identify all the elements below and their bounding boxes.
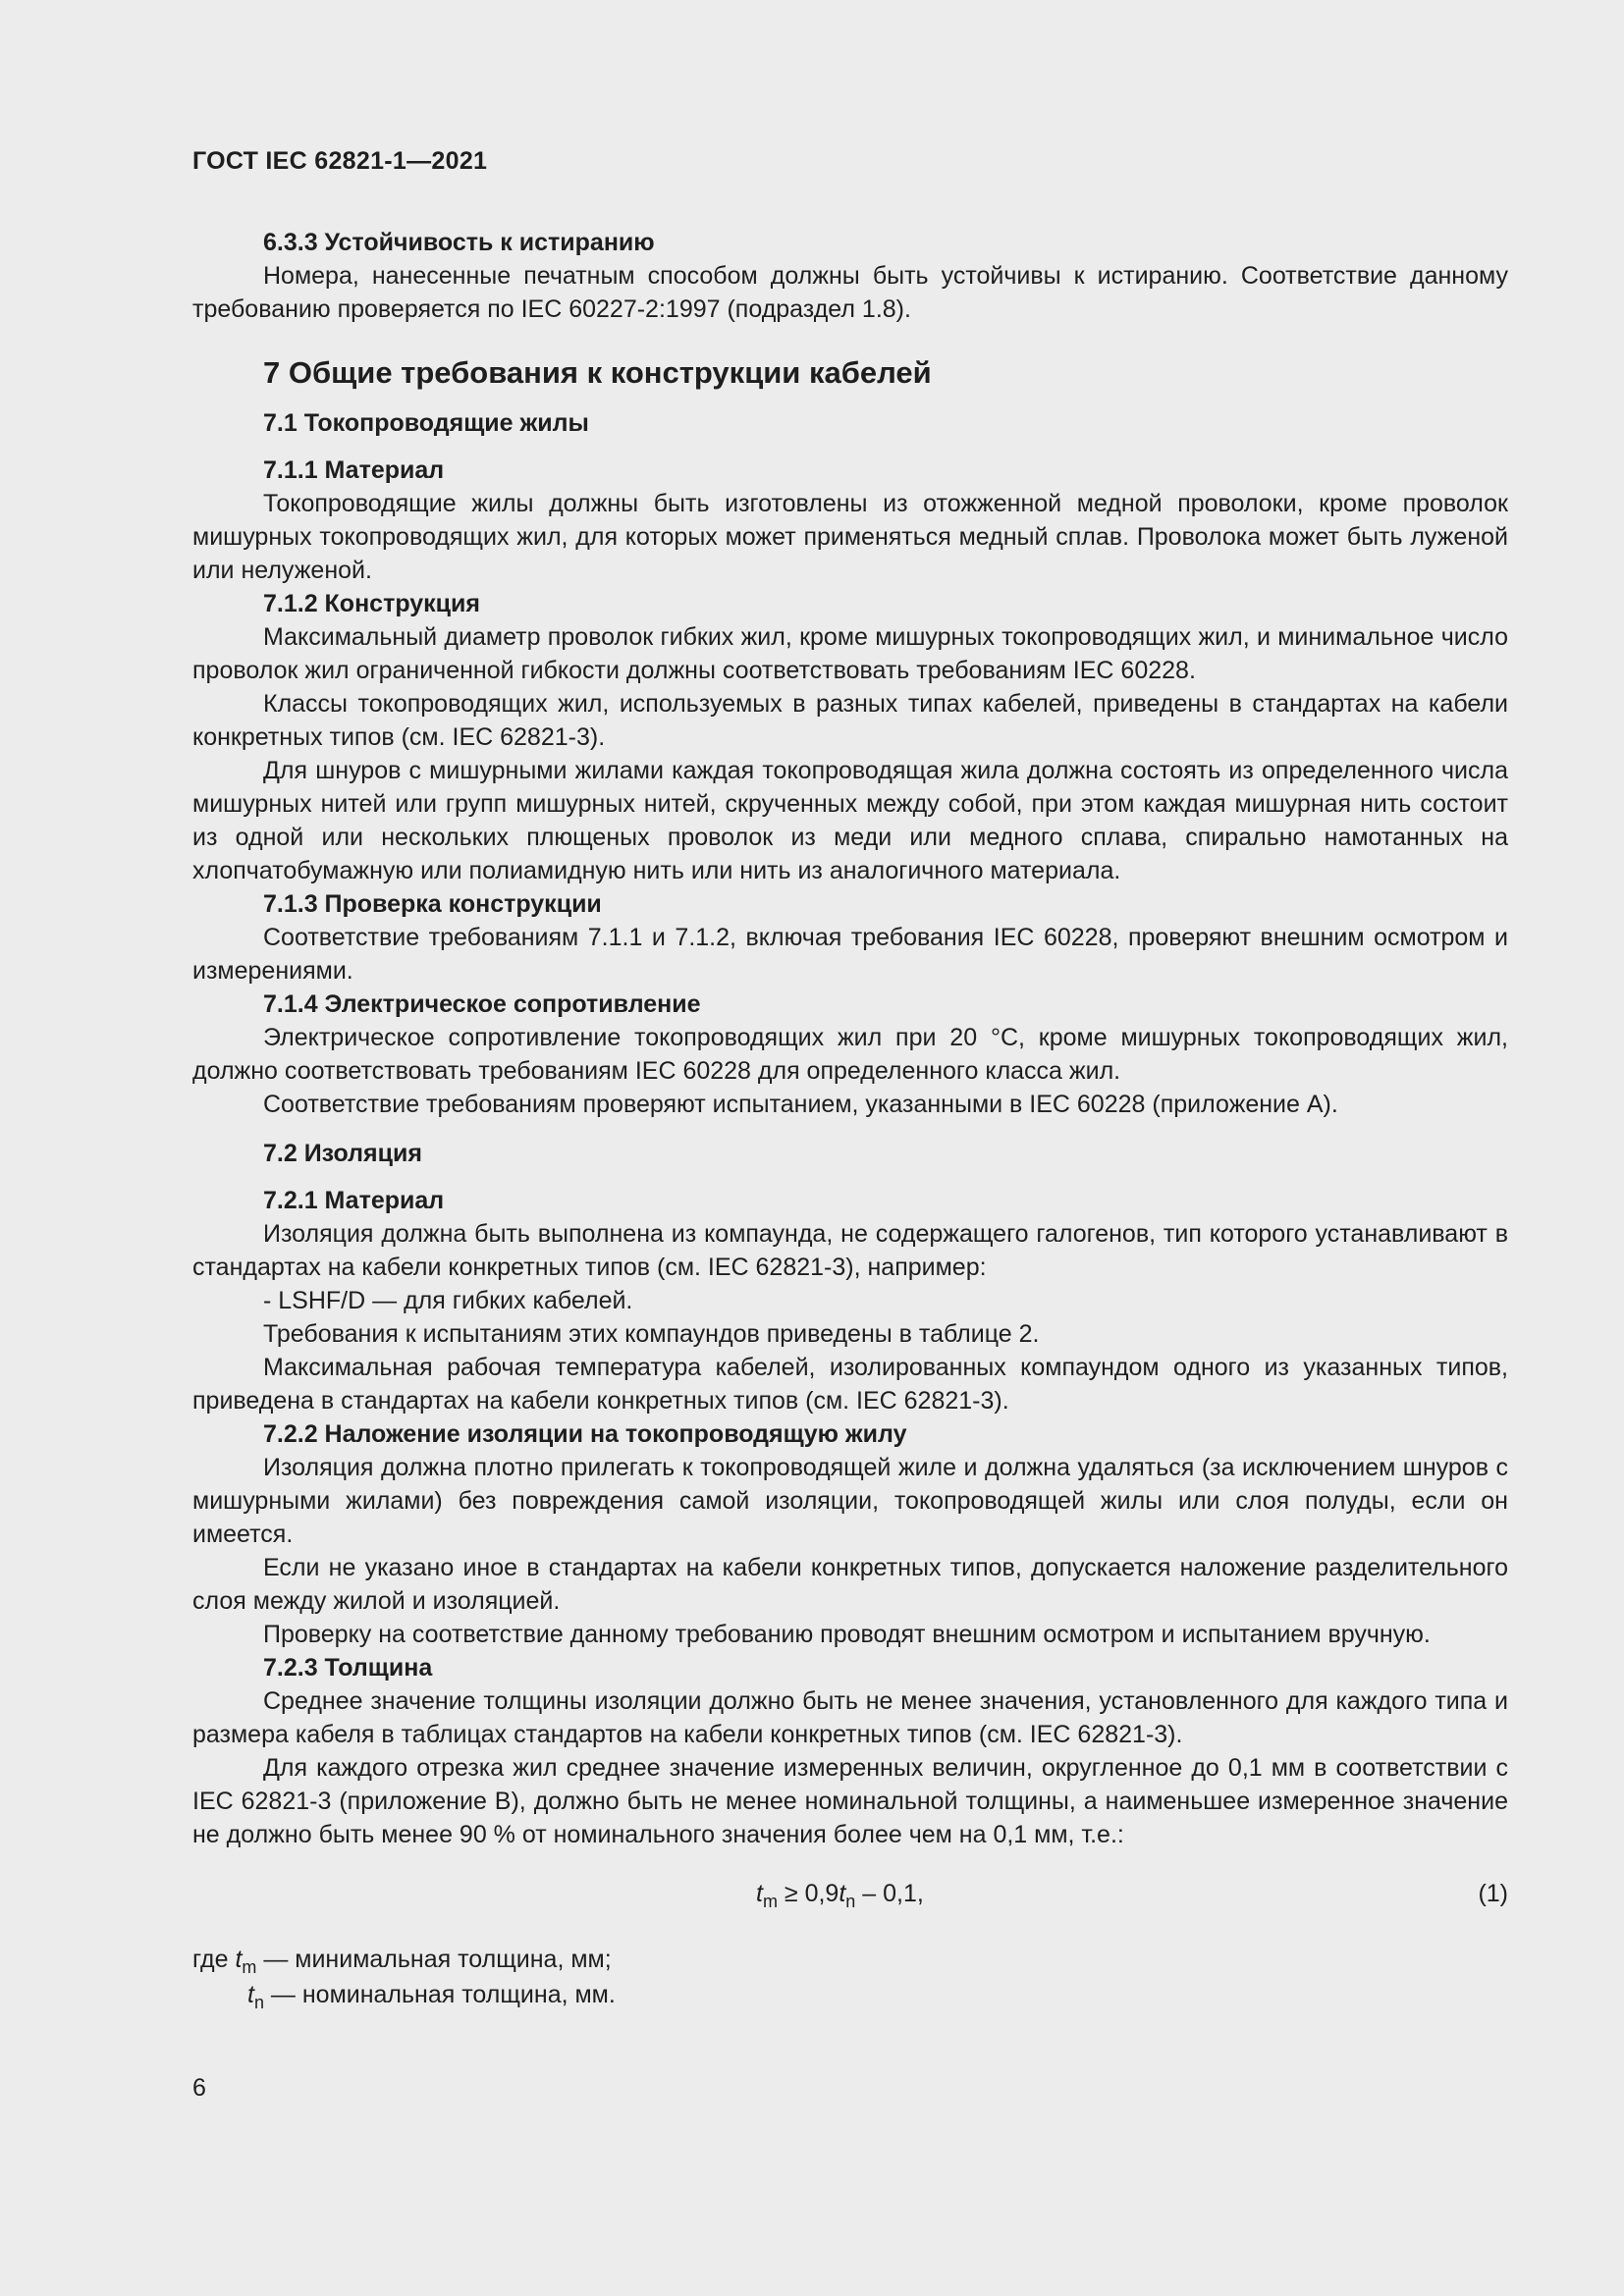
paragraph: Классы токопроводящих жил, используемых в разных типах кабелей, приведены в стандартах на кабели конкретных типов (см. IEC 62821-3). [192,690,1508,751]
heading: 7.1.4 Электрическое сопротивление [263,990,701,1018]
where-var-2: t [247,1981,254,2008]
paragraph: Токопроводящие жилы должны быть изготовлены из отожженной медной проволоки, кроме проволок мишурных токопроводящих жил, для которых может применяться медный сплав. Проволока может быть луженой или нелуженой. [192,490,1508,584]
paragraph: Если не указано иное в стандартах на кабели конкретных типов, допускается наложение разделительного слоя между жилой и изоляцией. [192,1554,1508,1615]
heading: 7.2 Изоляция [263,1140,422,1167]
formula-sub-n: n [845,1892,856,1911]
formula-var-t: t [756,1880,763,1907]
heading: 7.1 Токопроводящие жилы [263,409,589,437]
formula-mid: ≥ 0,9 [777,1880,839,1907]
document-header: ГОСТ IEC 62821-1—2021 [192,147,488,175]
formula-number: (1) [1478,1880,1508,1907]
heading: 7.1.3 Проверка конструкции [263,890,602,918]
where-var-1: t [235,1946,243,1973]
text-blocks [192,226,1508,1851]
paragraph: Проверку на соответствие данному требованию проводят внешним осмотром и испытанием вручную. [263,1621,1431,1648]
paragraph: Соответствие требованиям 7.1.1 и 7.1.2, включая требования IEC 60228, проверяют внешним осмотром и измерениями. [192,924,1508,985]
where-text-1: — минимальная толщина, мм; [256,1946,612,1973]
formula [756,1877,924,1910]
where-line-2 [192,1977,1508,2012]
paragraph: Изоляция должна быть выполнена из компаунда, не содержащего галогенов, тип которого устанавливают в стандартах на кабели конкретных типов (см. IEC 62821-3), например: [192,1220,1508,1281]
page-number: 6 [192,2074,206,2102]
heading: 7.2.1 Материал [263,1187,445,1214]
heading: 7.1.1 Материал [263,456,445,484]
paragraph: Среднее значение толщины изоляции должно быть не менее значения, установленного для каждого типа и размера кабеля в таблицах стандартов на кабели конкретных типов (см. IEC 62821-3). [192,1687,1508,1748]
paragraph: Максимальная рабочая температура кабелей, изолированных компаундом одного из указанных типов, приведена в стандартах на кабели конкретных типов (см. IEC 62821-3). [192,1354,1508,1415]
formula-row [192,1873,1508,1916]
list-item: - LSHF/D — для гибких кабелей. [263,1287,633,1314]
formula-sub-m: m [762,1892,778,1911]
formula-var-t2: t [839,1880,846,1907]
paragraph: Требования к испытаниям этих компаундов приведены в таблице 2. [263,1320,1040,1348]
paragraph: Электрическое сопротивление токопроводящих жил при 20 °С, кроме мишурных токопроводящих жил, должно соответствовать требованиям IEC 60228 для определенного класса жил. [192,1024,1508,1085]
heading: 7 Общие требования к конструкции кабелей [263,355,932,390]
paragraph: Для шнуров с мишурными жилами каждая токопроводящая жила должна состоять из определенного числа мишурных нитей или групп мишурных нитей, скрученных между собой, при этом каждая мишурная нить состоит из одной или нескольких плющеных проволок из меди или медного сплава, спирально намотанных на хлопчатобумажную или полиамидную нить или нить из аналогичного материала. [192,757,1508,884]
document-body [192,226,1508,2012]
where-sub-2: n [253,1993,264,2012]
heading: 7.2.3 Толщина [263,1654,433,1682]
paragraph: Изоляция должна плотно прилегать к токопроводящей жиле и должна удаляться (за исключением шнуров с мишурными жилами) без повреждения самой изоляции, токопроводящей жилы или слоя полуды, если он имеется. [192,1454,1508,1548]
paragraph: Максимальный диаметр проволок гибких жил, кроме мишурных токопроводящих жил, и минимальное число проволок жил ограниченной гибкости должны соответствовать требованиям IEC 60228. [192,623,1508,684]
where-sub-1: m [242,1957,257,1977]
paragraph: Соответствие требованиям проверяют испытанием, указанными в IEC 60228 (приложение А). [263,1091,1338,1118]
paragraph: Номера, нанесенные печатным способом должны быть устойчивы к истиранию. Соответствие данному требованию проверяется по IEC 60227-2:1997 (подраздел 1.8). [192,262,1508,323]
heading: 6.3.3 Устойчивость к истиранию [263,229,655,256]
where-prefix: где [192,1946,236,1973]
formula-tail: – 0,1, [855,1880,924,1907]
paragraph: Для каждого отрезка жил среднее значение измеренных величин, округленное до 0,1 мм в соответствии с IEC 62821-3 (приложение В), должно быть не менее номинальной толщины, а наименьшее измеренное значение не должно быть менее 90 % от номинального значения более чем на 0,1 мм, т.е.: [192,1754,1508,1848]
where-line-1 [192,1942,1508,1977]
heading: 7.2.2 Наложение изоляции на токопроводящую жилу [263,1420,907,1448]
where-text-2: — номинальная толщина, мм. [263,1981,616,2008]
heading: 7.1.2 Конструкция [263,590,481,617]
